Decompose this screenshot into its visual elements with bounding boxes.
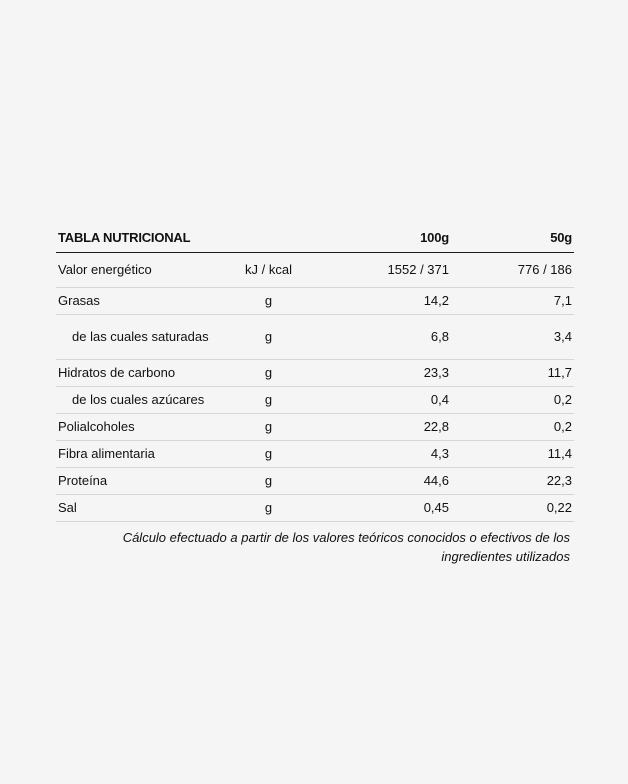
row-label: Fibra alimentaria xyxy=(56,441,234,468)
table-row-fat xyxy=(56,288,574,315)
table-row-salt xyxy=(56,495,574,522)
row-value-50g: 0,22 xyxy=(451,495,574,522)
row-label: Grasas xyxy=(56,288,234,315)
table-row-carbohydrates xyxy=(56,360,574,387)
table-row-protein xyxy=(56,468,574,495)
row-value-50g: 3,4 xyxy=(451,315,574,360)
row-unit: g xyxy=(234,495,303,522)
row-value-100g: 4,3 xyxy=(303,441,451,468)
table-row-saturated-fat xyxy=(56,315,574,360)
row-unit: g xyxy=(234,315,303,360)
header-per-50g: 50g xyxy=(451,222,574,253)
row-label: de los cuales azúcares xyxy=(56,387,234,414)
table-row-polyols xyxy=(56,414,574,441)
row-unit: g xyxy=(234,414,303,441)
row-label: Sal xyxy=(56,495,234,522)
row-value-50g: 776 / 186 xyxy=(451,253,574,288)
row-label: Polialcoholes xyxy=(56,414,234,441)
footnote: Cálculo efectuado a partir de los valores teóricos conocidos o efectivos de los ingredientes utilizados xyxy=(122,530,570,564)
header-per-100g: 100g xyxy=(303,222,451,253)
row-value-50g: 22,3 xyxy=(451,468,574,495)
row-unit: g xyxy=(234,360,303,387)
row-value-50g: 0,2 xyxy=(451,414,574,441)
row-value-100g: 6,8 xyxy=(303,315,451,360)
table-body xyxy=(56,253,574,522)
row-value-50g: 7,1 xyxy=(451,288,574,315)
row-unit: g xyxy=(234,468,303,495)
row-value-100g: 0,45 xyxy=(303,495,451,522)
row-label: de las cuales saturadas xyxy=(56,315,234,360)
row-value-50g: 11,7 xyxy=(451,360,574,387)
row-value-50g: 11,4 xyxy=(451,441,574,468)
row-unit: g xyxy=(234,288,303,315)
row-label: Valor energético xyxy=(56,253,234,288)
row-label: Proteína xyxy=(56,468,234,495)
header-row xyxy=(56,222,574,253)
row-value-100g: 22,8 xyxy=(303,414,451,441)
table-row-sugars xyxy=(56,387,574,414)
row-value-100g: 0,4 xyxy=(303,387,451,414)
row-unit: kJ / kcal xyxy=(234,253,303,288)
row-value-100g: 1552 / 371 xyxy=(303,253,451,288)
row-value-100g: 14,2 xyxy=(303,288,451,315)
table-row-fiber xyxy=(56,441,574,468)
table-header xyxy=(56,222,574,253)
row-unit: g xyxy=(234,387,303,414)
nutrition-table xyxy=(56,222,574,522)
table-row-energy xyxy=(56,253,574,288)
header-title: TABLA NUTRICIONAL xyxy=(56,222,234,253)
nutrition-table-container xyxy=(56,222,574,566)
row-value-50g: 0,2 xyxy=(451,387,574,414)
row-value-100g: 23,3 xyxy=(303,360,451,387)
row-unit: g xyxy=(234,441,303,468)
header-unit xyxy=(234,222,303,253)
row-label: Hidratos de carbono xyxy=(56,360,234,387)
row-value-100g: 44,6 xyxy=(303,468,451,495)
